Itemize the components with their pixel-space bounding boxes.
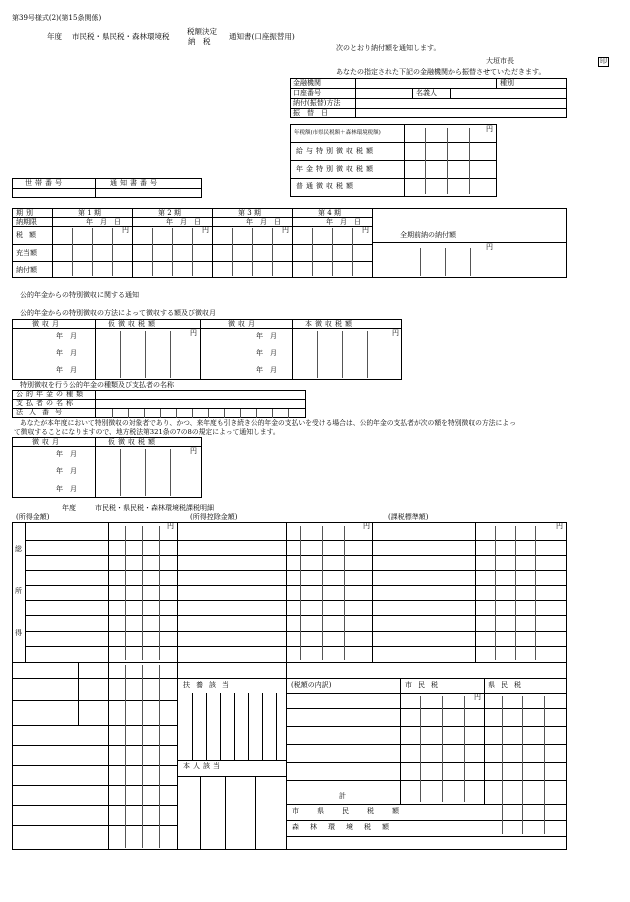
pension-type-title: 特別徴収を行う公的年金の種類及び支払者の名称 — [20, 381, 174, 389]
bank-account-label: 口座番号 — [293, 89, 321, 97]
next-yen: 円 — [190, 447, 197, 455]
total-label: 計 — [339, 792, 346, 800]
next-ym-3: 年 月 — [56, 485, 77, 493]
pension-paragraph-2: て徴収することになりますので、地方税法第321条の7の8の規定によって通知します。 — [14, 428, 280, 436]
period-3: 第 3 期 — [238, 209, 261, 217]
pension-yen-2: 円 — [392, 329, 399, 337]
mayor-name: 大垣市長 — [486, 57, 514, 65]
notice-no-label: 通知書番号 — [110, 179, 160, 187]
period-label: 期別 — [16, 209, 36, 217]
detail-yen-3: 円 — [556, 522, 563, 530]
period-2: 第 2 期 — [158, 209, 181, 217]
salary-tax-label: 給与特別徴収税額 — [296, 147, 376, 155]
form-id: 第39号様式(2)(第15条関係) — [12, 14, 102, 22]
next-month-col: 徴収月 — [32, 438, 62, 446]
bank-date-label: 振 替 日 — [293, 109, 328, 117]
income-char-2: 所 — [15, 587, 22, 595]
detail-yen-4: 円 — [474, 693, 481, 701]
applied-label: 充当額 — [16, 249, 37, 257]
bank-type-label: 種別 — [500, 79, 514, 87]
bank-holder-label: 名義人 — [416, 89, 437, 97]
header-year-label: 年度 — [47, 32, 62, 41]
detail-yen-2: 円 — [363, 522, 370, 530]
pension-type-label: 公的年金の種類 — [16, 390, 86, 398]
due-ymd-3: 年 月 日 — [246, 218, 281, 226]
household-no-label: 世帯番号 — [25, 179, 65, 187]
pension-ym-3: 年 月 — [56, 366, 77, 374]
pension-ym-1: 年 月 — [56, 332, 77, 340]
due-ymd-1: 年 月 日 — [86, 218, 121, 226]
due-label: 納期限 — [16, 218, 37, 226]
pension-month-col: 徴収月 — [32, 320, 62, 328]
pension-yen-1: 円 — [190, 329, 197, 337]
seal-mark: 印 — [600, 57, 607, 65]
pension-month-col-2: 徴収月 — [228, 320, 258, 328]
city-pref-total-label: 市県民税額 — [292, 807, 417, 815]
period-1: 第 1 期 — [78, 209, 101, 217]
tax-base-heading: (課税標準額) — [388, 513, 429, 521]
tax-yen-1: 円 — [122, 226, 129, 234]
header-decision-bottom: 納 税 — [188, 37, 211, 46]
detail-yen-1: 円 — [167, 522, 174, 530]
full-year-label: 全期前納の納付額 — [400, 231, 456, 239]
pension-title: 公的年金からの特別徴収に関する通知 — [20, 291, 139, 299]
bank-institution-label: 金融機関 — [293, 79, 321, 87]
pension-tax-label: 年金特別徴収税額 — [296, 165, 376, 173]
pref-tax-label: 県民税 — [488, 681, 527, 689]
income-amount-heading: (所得金額) — [16, 513, 50, 521]
ordinary-tax-label: 普通徴収税額 — [296, 182, 356, 190]
detail-title: 市民税・県民税・森林環境税課税明細 — [95, 504, 214, 512]
annual-tax-label: 年税額(市県民税額＋森林環境税額) — [294, 130, 381, 136]
pension-ym-4: 年 月 — [256, 332, 277, 340]
income-char-3: 得 — [15, 629, 22, 637]
pension-ym-2: 年 月 — [56, 349, 77, 357]
pension-main-col: 本徴収税額 — [305, 320, 355, 328]
detail-year: 年度 — [62, 504, 76, 512]
income-char-1: 総 — [15, 545, 22, 553]
transfer-text: あなたの指定された下記の金融機関から振替させていただきます。 — [336, 68, 546, 76]
pension-ym-6: 年 月 — [256, 366, 277, 374]
due-ymd-4: 年 月 日 — [326, 218, 361, 226]
tax-label: 税額 — [16, 231, 42, 239]
city-tax-label: 市民税 — [405, 681, 444, 689]
pension-ym-5: 年 月 — [256, 349, 277, 357]
deduction-heading: (所得控除金額) — [190, 513, 238, 521]
tax-yen-2: 円 — [202, 226, 209, 234]
due-ymd-2: 年 月 日 — [166, 218, 201, 226]
period-4: 第 4 期 — [318, 209, 341, 217]
annual-tax-yen: 円 — [486, 125, 493, 133]
pension-subtitle: 公的年金からの特別徴収の方法によって徴収する額及び徴収月 — [20, 309, 216, 317]
next-provisional-col: 仮徴収税額 — [108, 438, 158, 446]
header-tax-names: 市民税・県民税・森林環境税 — [72, 32, 170, 41]
bank-method-label: 納付(振替)方法 — [293, 99, 341, 107]
header-notice: 通知書(口座振替用) — [229, 32, 295, 41]
payment-label: 納付額 — [16, 266, 37, 274]
corp-no-label: 法人番号 — [16, 408, 68, 416]
forest-tax-label: 森林環境税額 — [292, 823, 400, 831]
next-ym-2: 年 月 — [56, 467, 77, 475]
pension-paragraph-1: あなたが本年度において特別徴収の対象者であり、かつ、来年度も引き続き公的年金の支払いを受ける場合は、公的年金の支払者が次の額を特別徴収の方法によっ — [20, 419, 516, 427]
header-decision-top: 税額決定 — [187, 27, 217, 36]
next-ym-1: 年 月 — [56, 450, 77, 458]
tax-yen-3: 円 — [282, 226, 289, 234]
notify-text: 次のとおり納付額を通知します。 — [336, 44, 441, 52]
dependents-label: 扶養該当 — [183, 681, 235, 689]
breakdown-label: (税額の内訳) — [291, 681, 332, 689]
payer-label: 支払者の名称 — [16, 399, 76, 407]
self-label: 本人該当 — [183, 762, 223, 770]
full-year-yen: 円 — [486, 243, 493, 251]
tax-yen-4: 円 — [362, 226, 369, 234]
pension-provisional-col: 仮徴収税額 — [108, 320, 158, 328]
